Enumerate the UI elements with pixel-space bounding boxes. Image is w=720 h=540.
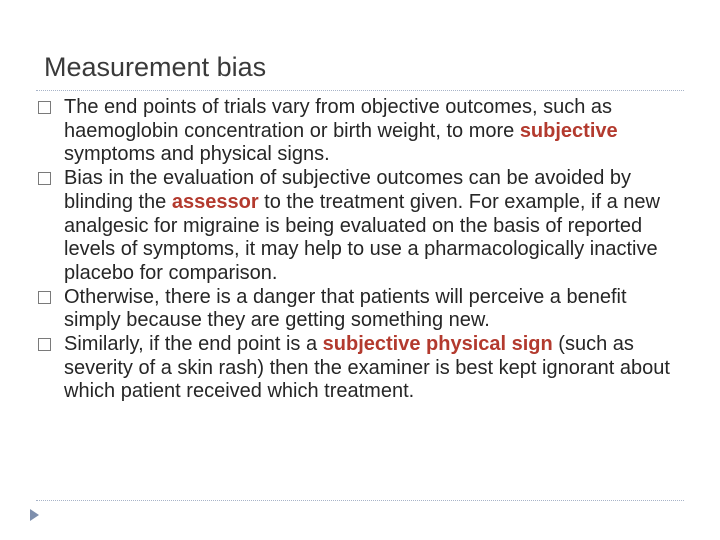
bullet-text: (such as severity of a skin rash) then the examiner is best kept ignorant about which patient received which treatment. [64,333,670,403]
next-slide-arrow-icon[interactable] [30,509,39,521]
bullet-text: Otherwise, there is a danger that patients will perceive a benefit simply because they are getting something new. [64,285,627,332]
highlight-text: subjective physical sign [322,333,553,356]
title-divider [36,90,684,91]
bullet-text: The end points of trials vary from objective outcomes, such as haemoglobin concentration or birth weight, to more [64,96,613,142]
bullet-item [38,333,688,404]
bullet-item [38,96,688,167]
square-bullet-icon [38,291,51,304]
square-bullet-icon [38,101,51,114]
bullet-item [38,286,688,333]
bullet-text: Similarly, if the end point is a [64,333,323,356]
slide-title: Measurement bias [44,52,267,82]
footer-divider [36,500,684,501]
highlight-text: assessor [171,190,259,213]
bullet-item [38,167,688,286]
bullet-text: to the treatment given. For example, if a new analgesic for migraine is being evaluated on the basis of reported levels of symptoms, it may help to use a pharmacologically inactive placebo for comparison. [64,190,660,284]
bullet-text: symptoms and physical signs. [64,143,330,166]
bullet-text: Bias in the evaluation of subjective outcomes can be avoided by blinding the [64,167,632,213]
square-bullet-icon [38,338,51,351]
square-bullet-icon [38,172,51,185]
bullet-list [38,96,688,404]
highlight-text: subjective [519,119,618,142]
